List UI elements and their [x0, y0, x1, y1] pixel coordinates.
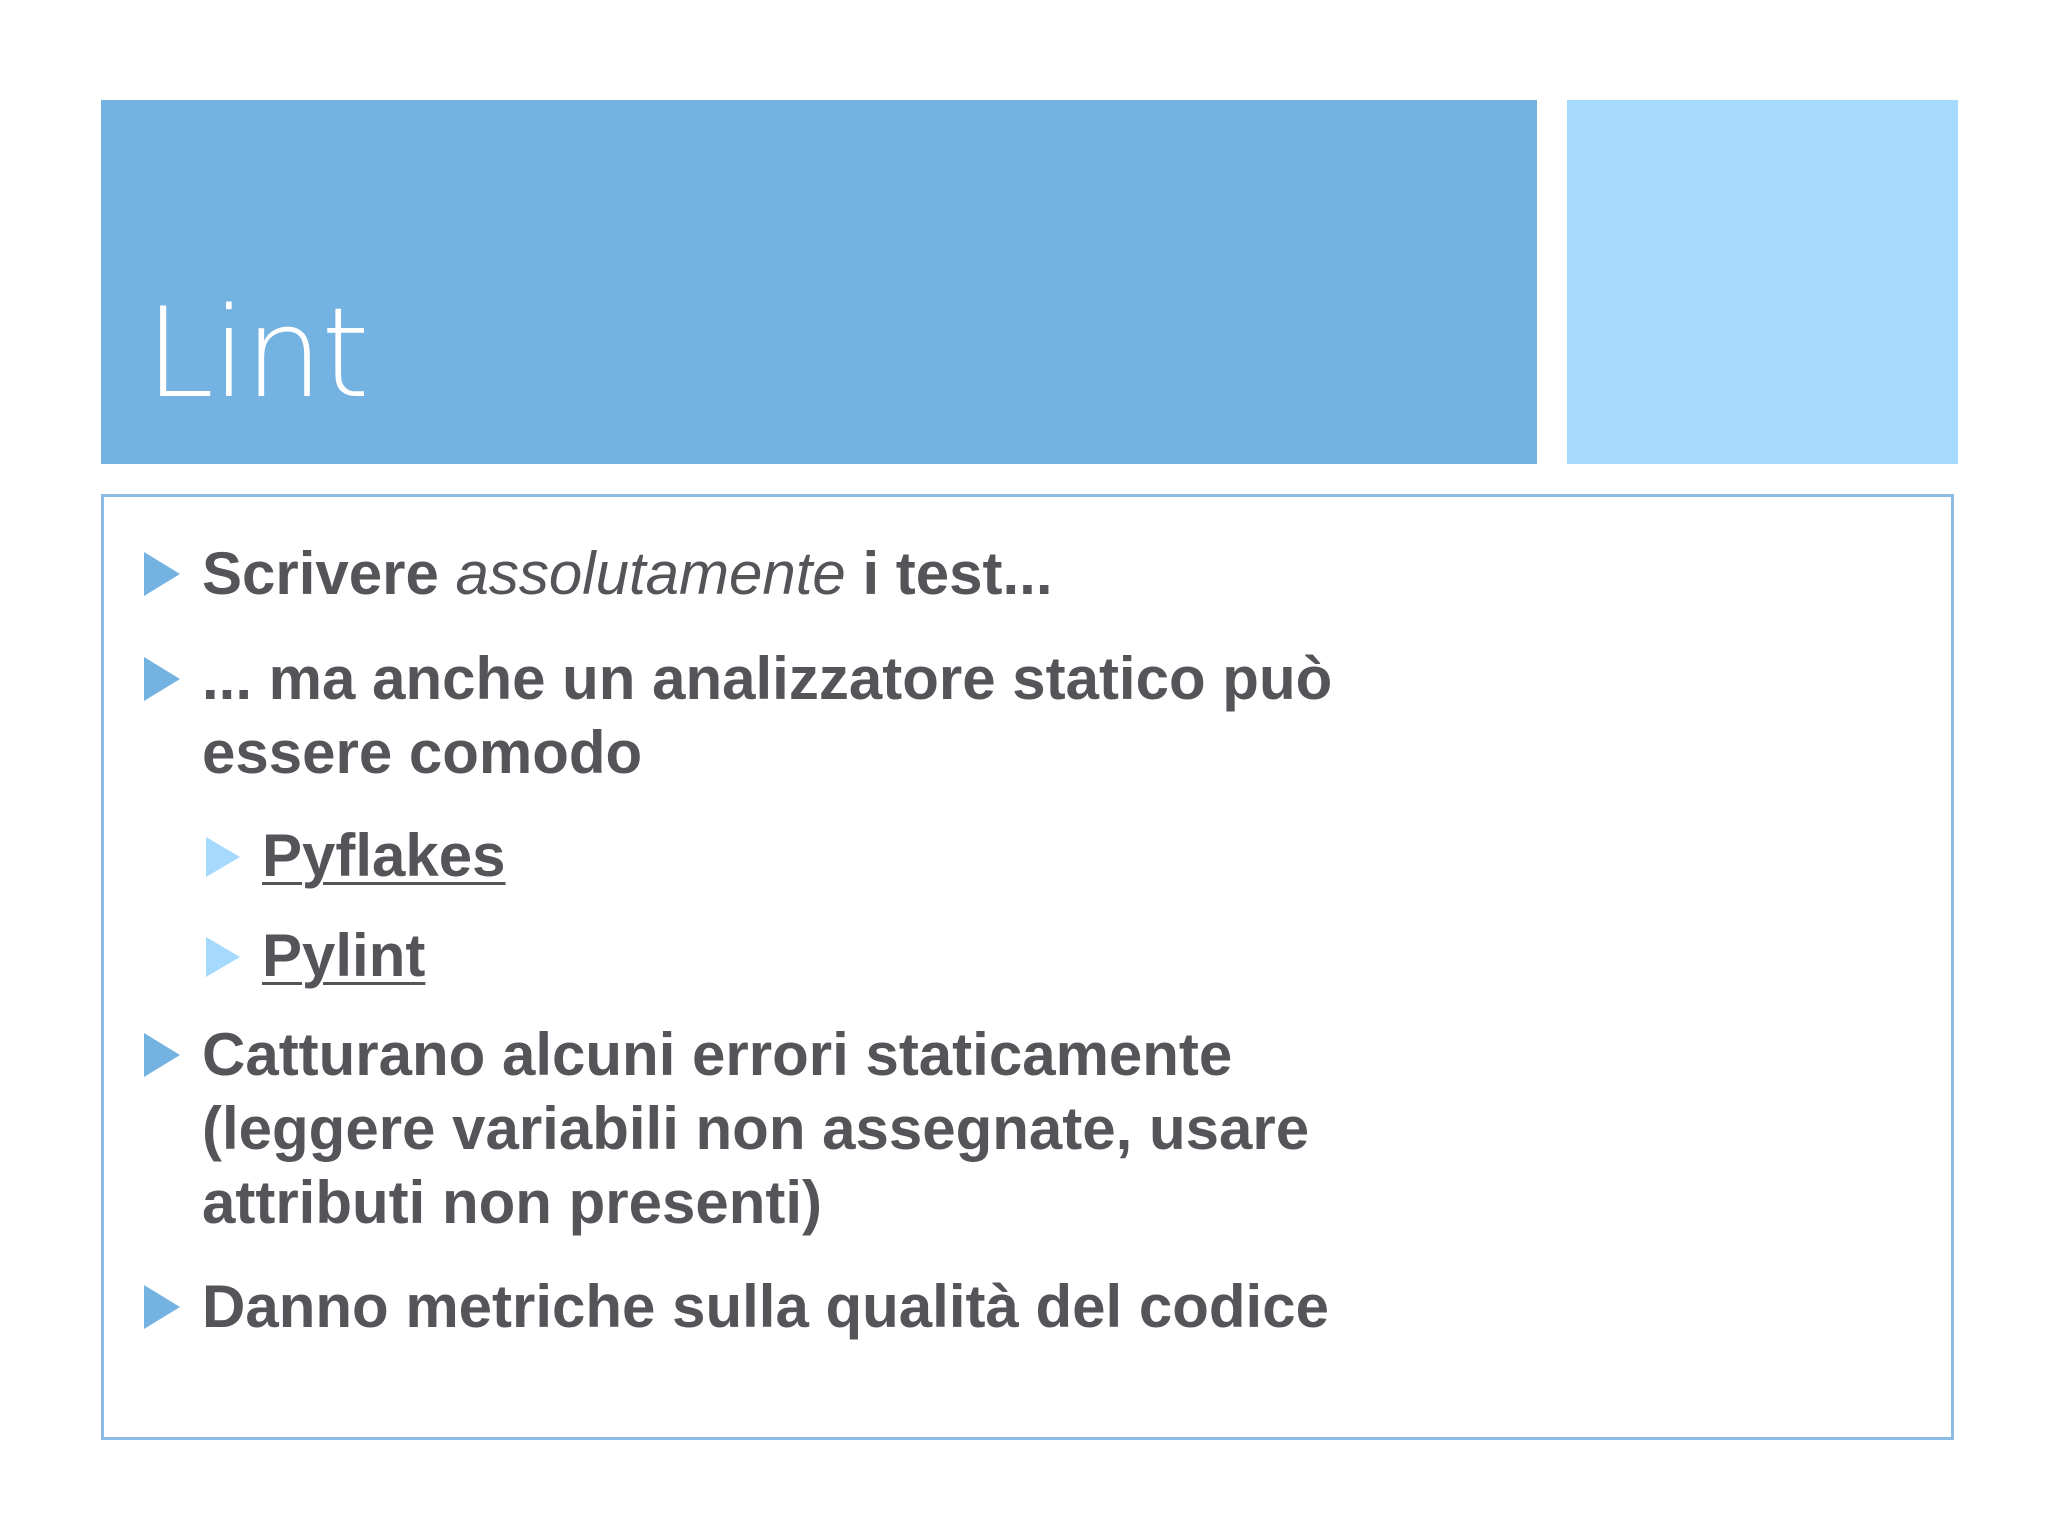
slide-title: Lint	[145, 282, 368, 426]
sub-bullet-item	[206, 919, 1262, 993]
bullet-emphasis: assolutamente	[455, 540, 846, 607]
bullet-text: ... ma anche un analizzatore statico può essere comodo	[202, 645, 1333, 786]
pylint-link[interactable]: Pylint	[262, 922, 426, 989]
sub-bullet-item	[206, 819, 1262, 893]
bullet-triangle-icon	[144, 552, 180, 596]
bullet-triangle-icon	[144, 1033, 180, 1077]
bullet-item	[144, 1018, 1442, 1240]
bullet-text: Danno metriche sulla qualità del codice	[202, 1273, 1329, 1340]
bullet-item	[144, 537, 1502, 611]
bullet-text-part: Scrivere	[202, 540, 456, 607]
bullet-text	[202, 537, 1502, 611]
content-box	[101, 494, 1954, 1440]
bullet-text-part: i test...	[845, 540, 1053, 607]
sub-bullet-triangle-icon	[206, 937, 240, 977]
sub-bullet-triangle-icon	[206, 837, 240, 877]
bullet-item	[144, 1270, 1502, 1344]
pyflakes-link[interactable]: Pyflakes	[262, 822, 506, 889]
bullet-text: Catturano alcuni errori staticamente (leggere variabili non assegnate, usare attributi non presenti)	[202, 1021, 1310, 1236]
bullet-item	[144, 642, 1442, 790]
accent-box	[1567, 100, 1958, 464]
bullet-triangle-icon	[144, 1285, 180, 1329]
bullet-triangle-icon	[144, 657, 180, 701]
title-bar	[101, 100, 1537, 464]
